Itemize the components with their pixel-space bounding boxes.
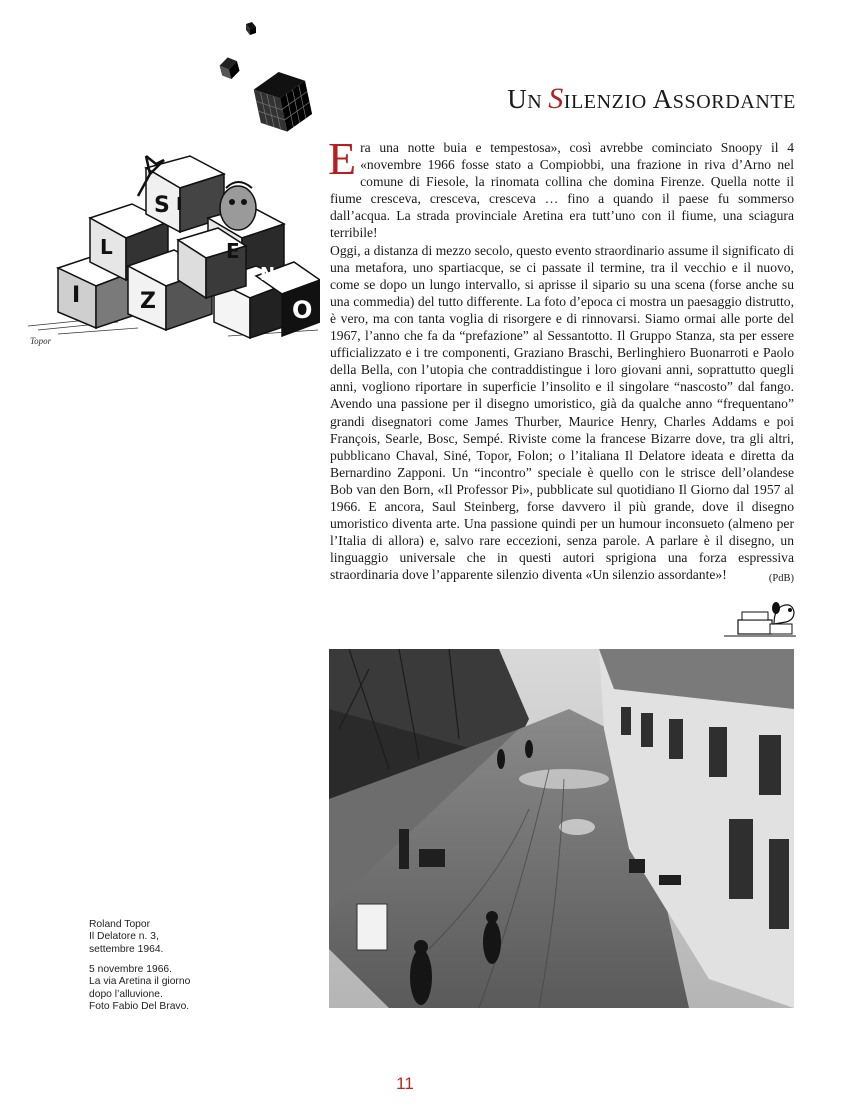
cube-letter: I xyxy=(176,194,183,215)
cube-letter: L xyxy=(100,235,113,259)
article-body xyxy=(328,133,794,583)
topor-cubes-illustration xyxy=(28,18,320,348)
title-part: ILENZIO xyxy=(563,91,647,113)
caption-line: Il Delatore n. 3, xyxy=(89,931,159,943)
paragraph: Oggi, a distanza di mezzo secolo, questo evento straordinario assume il significato di una metafora, uno spartiacque, se ci passate il termine, tra il vecchio e il nuovo, come se dopo un lungo intervallo, si aprisse il sipario su una scena (forse anche su una commedia) del tutto differente. La foto d’epoca ci mostra un paesaggio distrutto, è vero, ma con tanta voglia di risorgere e di rinnovarsi. Siamo ormai alle porte del 1967, l’anno che fa da “prefazione” al Sessantotto. Il Gruppo Stanza, sta per essere ufficializzato e i tre componenti, Graziano Braschi, Berlinghiero Buonarroti e Paolo della Bella, con l’utopia che contraddistingue i loro giovani anni, soprattutto quegli anni, vogliono riportare in superficie l’insolito e il singolare “nascosto” dal fango. Avendo una passione per il disegno umoristico, già da qualche anno “frequentano” grandi disegnatori come James Thurber, Maurice Henry, Charles Addams e poi François, Searle, Bosc, Sempé. Riviste come la francese Bizarre dove, tra gli altri, pubblicano Chaval, Siné, Topor, Folon; o l’italiana Il Delatore ideata e diretta da Bernardino Zapponi. Un “incontro” speciale è quello con le strisce dell’olandese Bob van den Born, «Il Professor Pi», pubblicate sul quotidiano Il Giorno dal 1957 al 1966. E ancora, Saul Steinberg, forse davvero il più grande, dove il disegno umoristico diventa arte. Una passione quindi per un humour inconsueto (almeno per l’Italia di allora) e, salvo rare eccezioni, senza parole. A parlare è il disegno, un linguaggio universale che in questi autori sprigiona una forza espressiva straordinaria dove l’apparente silenzio diventa «Un silenzio assordante»! xyxy=(330,242,794,583)
caption-line: Roland Topor xyxy=(89,919,151,930)
falling-cube xyxy=(218,55,241,81)
page-number: 11 xyxy=(396,1074,414,1093)
title-initial: U xyxy=(507,84,528,114)
drop-cap: E xyxy=(328,133,357,184)
caption-line: 5 novembre 1966. xyxy=(89,964,173,975)
caption-line: Foto Fabio Del Bravo. xyxy=(89,1000,190,1012)
title-part: N xyxy=(527,91,543,113)
caption-line: settembre 1964. xyxy=(89,943,164,955)
cube-letter: S xyxy=(154,193,170,218)
article-title xyxy=(420,84,796,117)
artist-signature: Topor xyxy=(30,336,52,346)
photo-caption xyxy=(89,964,229,1013)
cube-letter: E xyxy=(226,239,240,263)
title-initial-accent: S xyxy=(548,82,564,115)
falling-cube xyxy=(251,67,314,137)
caption-line xyxy=(89,931,229,943)
flood-photo xyxy=(329,649,794,1008)
falling-cube xyxy=(246,22,256,35)
title-part: SSORDANTE xyxy=(672,91,796,113)
cube-letter: O xyxy=(292,296,313,324)
cube-letter: Z xyxy=(140,289,156,314)
cube-pile xyxy=(58,156,320,338)
cube-letter: I xyxy=(72,283,81,308)
figure-head xyxy=(220,182,256,230)
cube-letter: N xyxy=(260,264,276,285)
author-credit: (PdB) xyxy=(768,573,794,584)
paragraph-text: ra una notte buia e tempestosa», così avrebbe cominciato Snoopy il 4 «novembre 1966 fosse stato a Compiobbi, una frazione in riva d’Arno nel comune di Fiesole, la rinomata collina che domina Firenze. Quella notte il fiume cresceva, cresceva, cresceva … fino a quando il paese fu sommerso dall’acqua. La strada provinciale Aretina era tutt’uno con il fiume, una sciagura terribile! xyxy=(330,140,794,241)
caption-line: dopo l’alluvione. xyxy=(89,988,163,1000)
snoopy-typewriter-illustration xyxy=(724,590,796,638)
paragraph xyxy=(328,133,794,242)
illustration-caption xyxy=(89,919,229,956)
title-initial: A xyxy=(652,84,673,114)
caption-line: La via Aretina il giorno xyxy=(89,976,191,988)
